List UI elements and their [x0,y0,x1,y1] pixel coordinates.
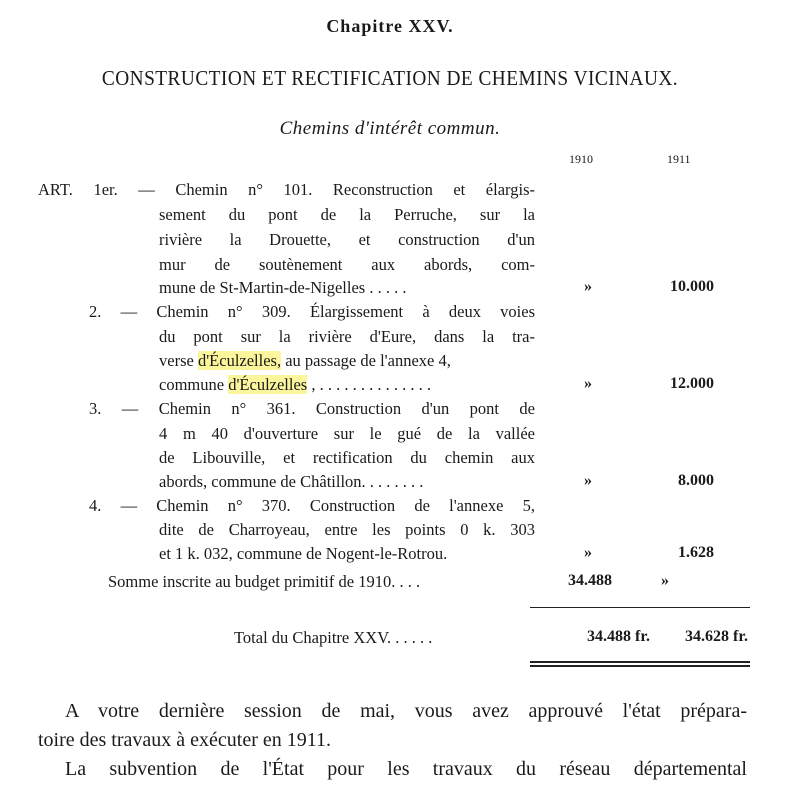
article-2-line-1: 2. — Chemin n° 309. Élargissement à deux voies [89,302,535,321]
highlight-eculzelles-1: d'Éculzelles, [197,351,282,370]
article-4-value-1911: 1.628 [678,544,714,561]
article-2-line-4-pre: commune [159,375,229,394]
article-2-line-4-post: , . . . . . . . . . . . . . . [307,375,431,394]
article-3-value-1911: 8.000 [678,472,714,489]
somme-value-1910: 34.488 [568,572,612,589]
article-3-line-2: 4 m 40 d'ouverture sur le gué de la vallée [159,424,535,443]
chapter-heading: Chapitre XXV. [326,16,454,36]
article-1-value-1911: 10.000 [670,278,714,295]
total-value-1910: 34.488 fr. [587,628,650,645]
article-2-value-1910: » [584,375,592,392]
article-3-line-3: de Libouville, et rectification du chemin aux [159,448,535,467]
article-3-value-1910: » [584,472,592,489]
total-rule-bottom [530,665,750,667]
paragraph-line-2: toire des travaux à exécuter en 1911. [38,729,332,751]
article-4-value-1910: » [584,544,592,561]
article-2-line-3 [159,351,451,371]
article-1-line-5: mune de St-Martin-de-Nigelles . . . . . [159,278,407,297]
column-header-1911: 1911 [667,152,691,166]
total-rule-top [530,661,750,663]
total-label: Total du Chapitre XXV. . . . . . [234,628,433,647]
paragraph-line-3: La subvention de l'État pour les travaux du réseau départemental [65,758,747,780]
article-4-line-3: et 1 k. 032, commune de Nogent-le-Rotrou. [159,544,448,563]
article-2-line-2: du pont sur la rivière d'Eure, dans la tra- [159,327,535,346]
article-2-line-4 [159,375,431,395]
article-1-line-4: mur de soutènement aux abords, com- [159,255,535,274]
article-4-line-1: 4. — Chemin n° 370. Construction de l'annexe 5, [89,496,535,515]
article-2-line-3-pre: verse [159,351,198,370]
page-title: CONSTRUCTION ET RECTIFICATION DE CHEMINS VICINAUX. [101,66,679,90]
column-header-1910: 1910 [569,152,593,166]
section-subtitle: Chemins d'intérêt commun. [279,118,501,139]
sum-rule [530,607,750,608]
article-1-line-2: sement du pont de la Perruche, sur la [159,205,535,224]
paragraph-line-1: A votre dernière session de mai, vous avez approuvé l'état prépara- [65,700,747,722]
article-2-value-1911: 12.000 [670,375,714,392]
total-value-1911: 34.628 fr. [685,628,748,645]
highlight-eculzelles-2: d'Éculzelles [228,375,308,394]
article-1-value-1910: » [584,278,592,295]
article-4-line-2: dite de Charroyeau, entre les points 0 k. 303 [159,520,535,539]
article-1-line-3: rivière la Drouette, et construction d'un [159,230,535,249]
article-2-line-3-post: au passage de l'annexe 4, [281,351,451,370]
article-1-line-1: ART. 1er. — Chemin n° 101. Reconstruction et élargis- [38,180,535,199]
somme-value-1911: » [661,572,669,589]
article-3-line-4: abords, commune de Châtillon. . . . . . . . [159,472,424,491]
somme-label: Somme inscrite au budget primitif de 1910. . . . [108,572,421,591]
article-3-line-1: 3. — Chemin n° 361. Construction d'un pont de [89,399,535,418]
